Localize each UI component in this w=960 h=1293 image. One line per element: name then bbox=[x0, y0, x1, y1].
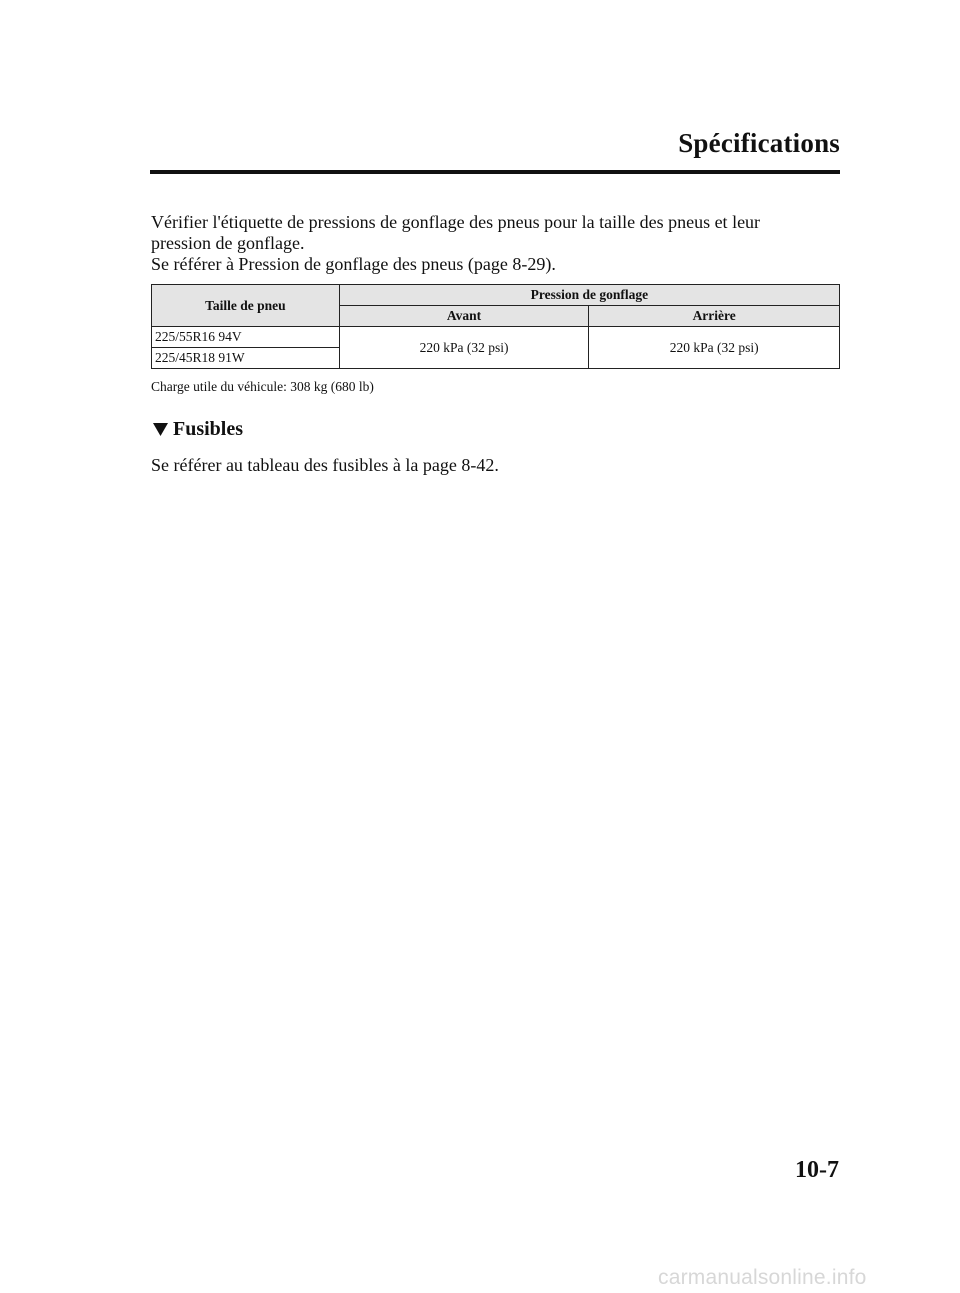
watermark: carmanualsonline.info bbox=[658, 1266, 867, 1289]
fuses-heading-label: Fusibles bbox=[173, 418, 244, 440]
front-pressure-cell: 220 kPa (32 psi) bbox=[339, 327, 589, 369]
fuses-heading bbox=[152, 418, 243, 441]
tire-pressure-table bbox=[151, 284, 840, 369]
header-front: Avant bbox=[339, 306, 589, 327]
tire-size-cell: 225/45R18 91W bbox=[152, 348, 340, 369]
intro-line: Se référer à Pression de gonflage des pneus (page 8-29). bbox=[151, 254, 556, 274]
payload-note: Charge utile du véhicule: 308 kg (680 lb) bbox=[151, 379, 374, 394]
triangle-down-icon bbox=[152, 422, 169, 437]
header-inflation-pressure: Pression de gonflage bbox=[339, 285, 839, 306]
header-tire-size: Taille de pneu bbox=[152, 285, 340, 327]
title-divider bbox=[150, 170, 840, 174]
page-title: Spécifications bbox=[678, 128, 840, 158]
table-row bbox=[152, 327, 840, 348]
intro-line: pression de gonflage. bbox=[151, 233, 305, 253]
intro-paragraph bbox=[151, 212, 841, 275]
fuses-text: Se référer au tableau des fusibles à la page 8-42. bbox=[151, 455, 499, 475]
page-number: 10-7 bbox=[795, 1157, 839, 1183]
tire-size-cell: 225/55R16 94V bbox=[152, 327, 340, 348]
intro-line: Vérifier l'étiquette de pressions de gonflage des pneus pour la taille des pneus et leur bbox=[151, 212, 761, 232]
header-rear: Arrière bbox=[589, 306, 840, 327]
rear-pressure-cell: 220 kPa (32 psi) bbox=[589, 327, 840, 369]
